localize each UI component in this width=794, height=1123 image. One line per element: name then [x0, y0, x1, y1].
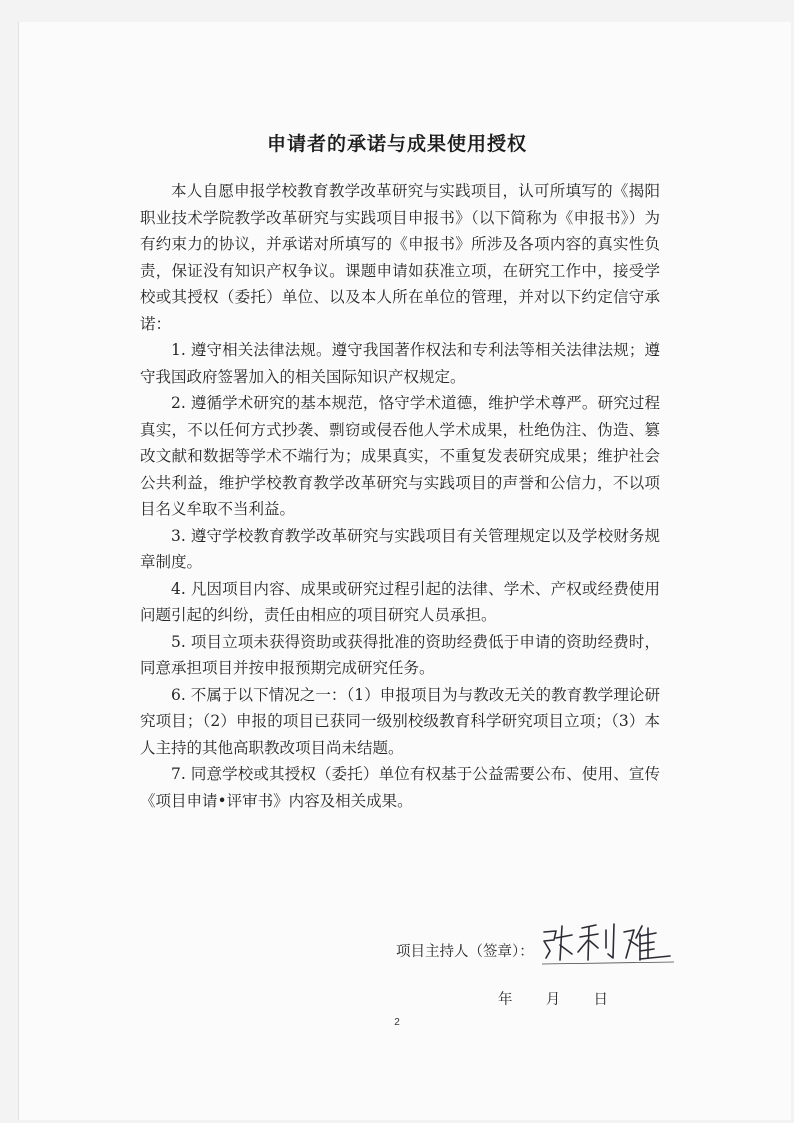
document-title: 申请者的承诺与成果使用授权 [266, 133, 527, 155]
clause-6: 6. 不属于以下情况之一：（1）申报项目为与教改无关的教育教学理论研究项目；（2）申报的项目已获同一级别校级教育科学研究项目立项；（3）本人主持的其他高职教改项目尚未结题。 [140, 685, 660, 757]
intro-paragraph: 本人自愿申报学校教育教学改革研究与实践项目，认可所填写的《揭阳职业技术学院教学改革研究与实践项目申报书》（以下简称为《申报书》）为有约束力的协议，并承诺对所填写的《申报书》所涉及各项内容的真实性负责，保证没有知识产权争议。课题申请如获准立项，在研究工作中，接受学校或其授权（委托）单位、以及本人所在单位的管理，并对以下约定信守承诺： [140, 182, 660, 333]
clause-7: 7. 同意学校或其授权（委托）单位有权基于公益需要公布、使用、宣传《项目申请•评审书》内容及相关成果。 [140, 765, 660, 810]
day-label: 日 [593, 992, 608, 1008]
year-label: 年 [498, 992, 513, 1008]
clause-4: 4. 凡因项目内容、成果或研究过程引起的法律、学术、产权或经费使用问题引起的纠纷，责任由相应的项目研究人员承担。 [140, 579, 660, 624]
signature-label: 项目主持人（签章）： [396, 944, 534, 960]
clause-1: 1. 遵守相关法律法规。遵守我国著作权法和专利法等相关法律法规；遵守我国政府签署加入的相关国际知识产权规定。 [140, 341, 660, 386]
clause-3: 3. 遵守学校教育教学改革研究与实践项目有关管理规定以及学校财务规章制度。 [140, 526, 660, 571]
page-number: 2 [394, 1017, 400, 1028]
date-line [498, 988, 608, 1009]
clause-5: 5. 项目立项未获得资助或获得批准的资助经费低于申请的资助经费时，同意承担项目并按申报预期完成研究任务。 [140, 632, 660, 677]
month-label: 月 [545, 992, 561, 1008]
handwritten-signature [536, 918, 676, 968]
clause-2: 2. 遵循学术研究的基本规范，恪守学术道德，维护学术尊严。研究过程真实，不以任何方式抄袭、剽窃或侵吞他人学术成果，杜绝伪注、伪造、篡改文献和数据等学术不端行为；成果真实，不重复发表研究成果；维护社会公共利益，维护学校教育教学改革研究与实践项目的声誉和公信力，不以项目名义牟取不当利益。 [140, 394, 660, 518]
document-body [140, 178, 660, 814]
